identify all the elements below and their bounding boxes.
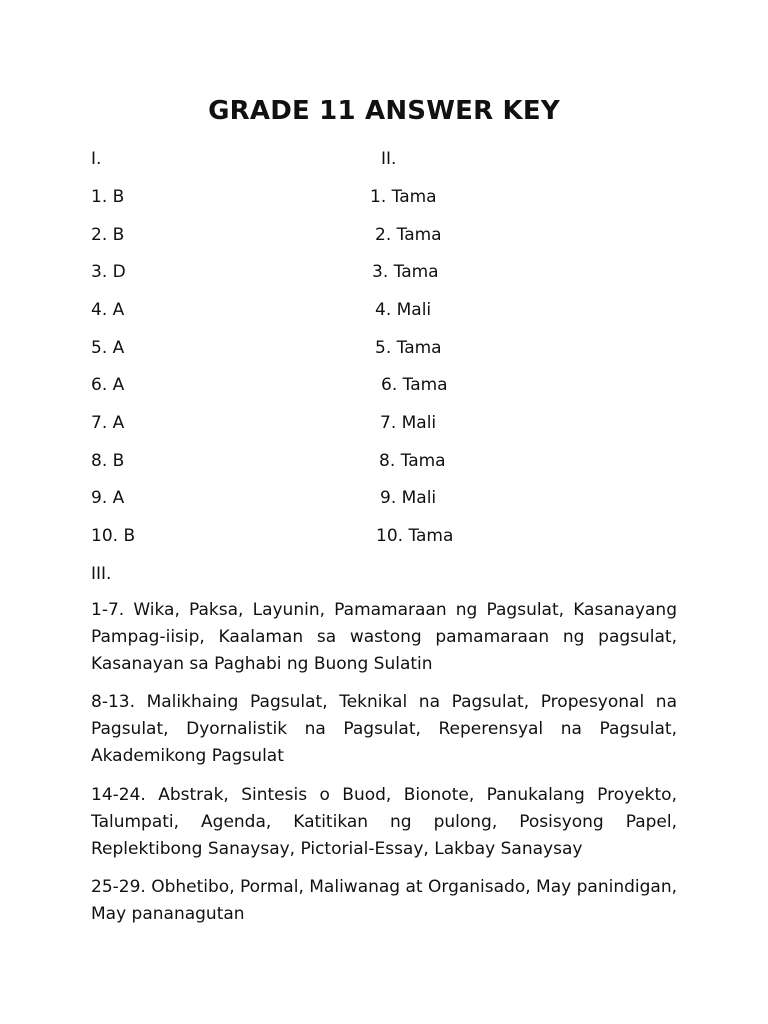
part-three-item: 1-7. Wika, Paksa, Layunin, Pamamaraan ng Pagsulat, Kasanayang Pampag-iisip, Kaalaman sa wastong pamamaraan ng pagsulat, Kasanayan sa Paghabi ng Buong Sulatin — [91, 600, 677, 674]
part-one-answer: 8. B — [91, 451, 125, 471]
part-one-answer: 5. A — [91, 338, 125, 358]
part-two-answer: 4. Mali — [375, 300, 432, 320]
part-one-heading: I. — [91, 149, 102, 169]
part-one-answer: 9. A — [91, 488, 125, 508]
part-one-answer: 1. B — [91, 187, 125, 207]
part-one-answer: 7. A — [91, 413, 125, 433]
part-two-answer: 10. Tama — [376, 526, 454, 546]
part-one-answer: 4. A — [91, 300, 125, 320]
part-one-answer: 6. A — [91, 375, 125, 395]
part-two-answer: 8. Tama — [379, 451, 446, 471]
part-three-heading: III. — [91, 564, 112, 584]
part-three-item: 8-13. Malikhaing Pagsulat, Teknikal na Pagsulat, Propesyonal na Pagsulat, Dyornalistik na Pagsulat, Reperensyal na Pagsulat, Akademikong Pagsulat — [91, 692, 677, 766]
part-two-answer: 6. Tama — [381, 375, 448, 395]
part-one-answer: 10. B — [91, 526, 136, 546]
part-two-heading: II. — [381, 149, 397, 169]
part-three-item: 25-29. Obhetibo, Pormal, Maliwanag at Organisado, May panindigan, May pananagutan — [91, 877, 677, 924]
part-two-answer: 1. Tama — [370, 187, 437, 207]
part-one-answer: 3. D — [91, 262, 126, 282]
part-one-answer: 2. B — [91, 225, 125, 245]
part-two-answer: 3. Tama — [372, 262, 439, 282]
part-two-answer: 7. Mali — [380, 413, 437, 433]
part-two-answer: 9. Mali — [380, 488, 437, 508]
part-two-answer: 2. Tama — [375, 225, 442, 245]
part-three-item: 14-24. Abstrak, Sintesis o Buod, Bionote, Panukalang Proyekto, Talumpati, Agenda, Katitikan ng pulong, Posisyong Papel, Replektibong Sanaysay, Pictorial-Essay, Lakbay Sanaysay — [91, 785, 677, 859]
page-title: GRADE 11 ANSWER KEY — [208, 96, 560, 126]
part-two-answer: 5. Tama — [375, 338, 442, 358]
